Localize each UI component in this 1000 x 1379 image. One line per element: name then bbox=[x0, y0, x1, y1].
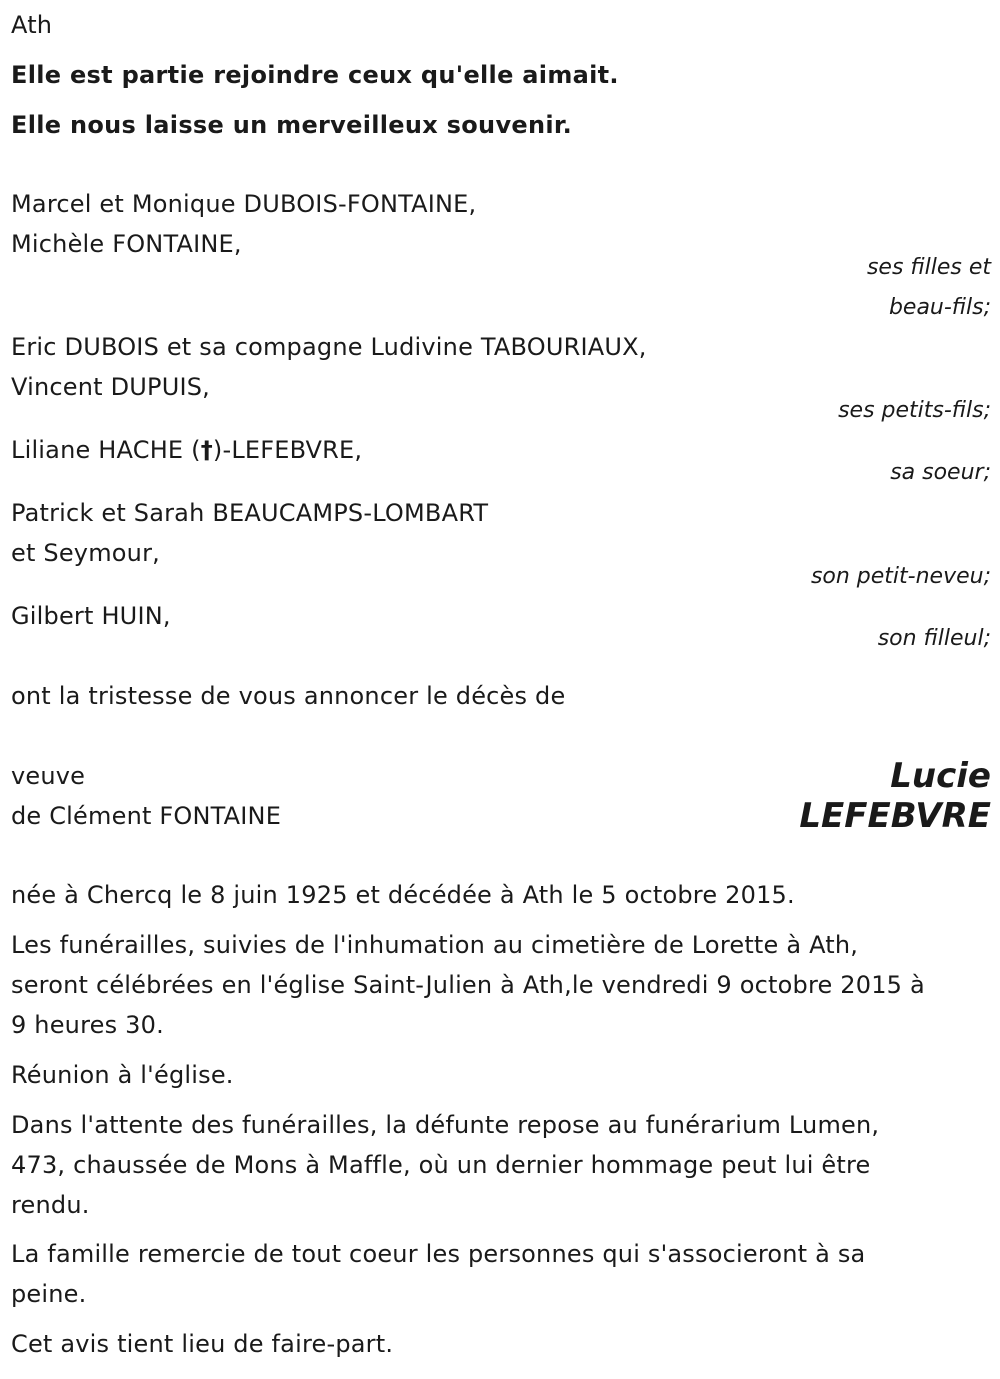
family-group-5-relation: son filleul; bbox=[877, 626, 991, 651]
deceased-name bbox=[799, 756, 991, 836]
sister-name-start: Liliane HACHE ( bbox=[11, 436, 201, 464]
relation-line-1: ses filles et bbox=[866, 255, 991, 280]
sister-name-end: )-LEFEBVRE, bbox=[212, 436, 363, 464]
verse-line-2: Elle nous laisse un merveilleux souvenir. bbox=[11, 111, 573, 139]
birth-death-text: née à Chercq le 8 juin 1925 et décédée à Ath le 5 octobre 2015. bbox=[11, 881, 795, 909]
funeral-line-3: 9 heures 30. bbox=[11, 1011, 164, 1039]
family-group-1-line-1: Marcel et Monique DUBOIS-FONTAINE, bbox=[11, 190, 477, 218]
family-group-4-relation: son petit-neveu; bbox=[810, 564, 991, 589]
thanks-line-2: peine. bbox=[11, 1280, 87, 1308]
deceased-status-line-2: de Clément FONTAINE bbox=[11, 802, 282, 830]
deceased-first-name: Lucie bbox=[890, 756, 991, 796]
family-group-4-line-1: Patrick et Sarah BEAUCAMPS-LOMBART bbox=[11, 499, 489, 527]
deceased-last-name: LEFEBVRE bbox=[799, 796, 991, 836]
family-group-2-line-1: Eric DUBOIS et sa compagne Ludivine TABOURIAUX, bbox=[11, 333, 647, 361]
family-group-3-line bbox=[11, 430, 362, 470]
closing-text: Cet avis tient lieu de faire-part. bbox=[11, 1330, 394, 1358]
location-label: Ath bbox=[11, 11, 53, 39]
verse-line-1: Elle est partie rejoindre ceux qu'elle aimait. bbox=[11, 61, 619, 89]
cross-icon: † bbox=[200, 436, 213, 464]
relation-line-2: beau-fils; bbox=[888, 295, 991, 320]
funeral-line-2: seront célébrées en l'église Saint-Julien à Ath,le vendredi 9 octobre 2015 à bbox=[11, 971, 925, 999]
family-group-4-line-2: et Seymour, bbox=[11, 539, 160, 567]
deceased-status-line-1: veuve bbox=[11, 762, 86, 790]
rest-line-3: rendu. bbox=[11, 1191, 90, 1219]
meeting-text: Réunion à l'église. bbox=[11, 1061, 234, 1089]
announcement-text: ont la tristesse de vous annoncer le décès de bbox=[11, 682, 566, 710]
family-group-5-line-1: Gilbert HUIN, bbox=[11, 602, 171, 630]
rest-line-2: 473, chaussée de Mons à Maffle, où un dernier hommage peut lui être bbox=[11, 1151, 871, 1179]
thanks-line-1: La famille remercie de tout coeur les personnes qui s'associeront à sa bbox=[11, 1240, 866, 1268]
funeral-line-1: Les funérailles, suivies de l'inhumation au cimetière de Lorette à Ath, bbox=[11, 931, 859, 959]
family-group-2-relation: ses petits-fils; bbox=[838, 398, 991, 423]
rest-line-1: Dans l'attente des funérailles, la défunte repose au funérarium Lumen, bbox=[11, 1111, 880, 1139]
family-group-1-relation bbox=[867, 248, 991, 328]
family-group-1-line-2: Michèle FONTAINE, bbox=[11, 230, 242, 258]
family-group-3-relation: sa soeur; bbox=[890, 460, 991, 485]
family-group-2-line-2: Vincent DUPUIS, bbox=[11, 373, 211, 401]
obituary-notice bbox=[11, 0, 991, 1379]
